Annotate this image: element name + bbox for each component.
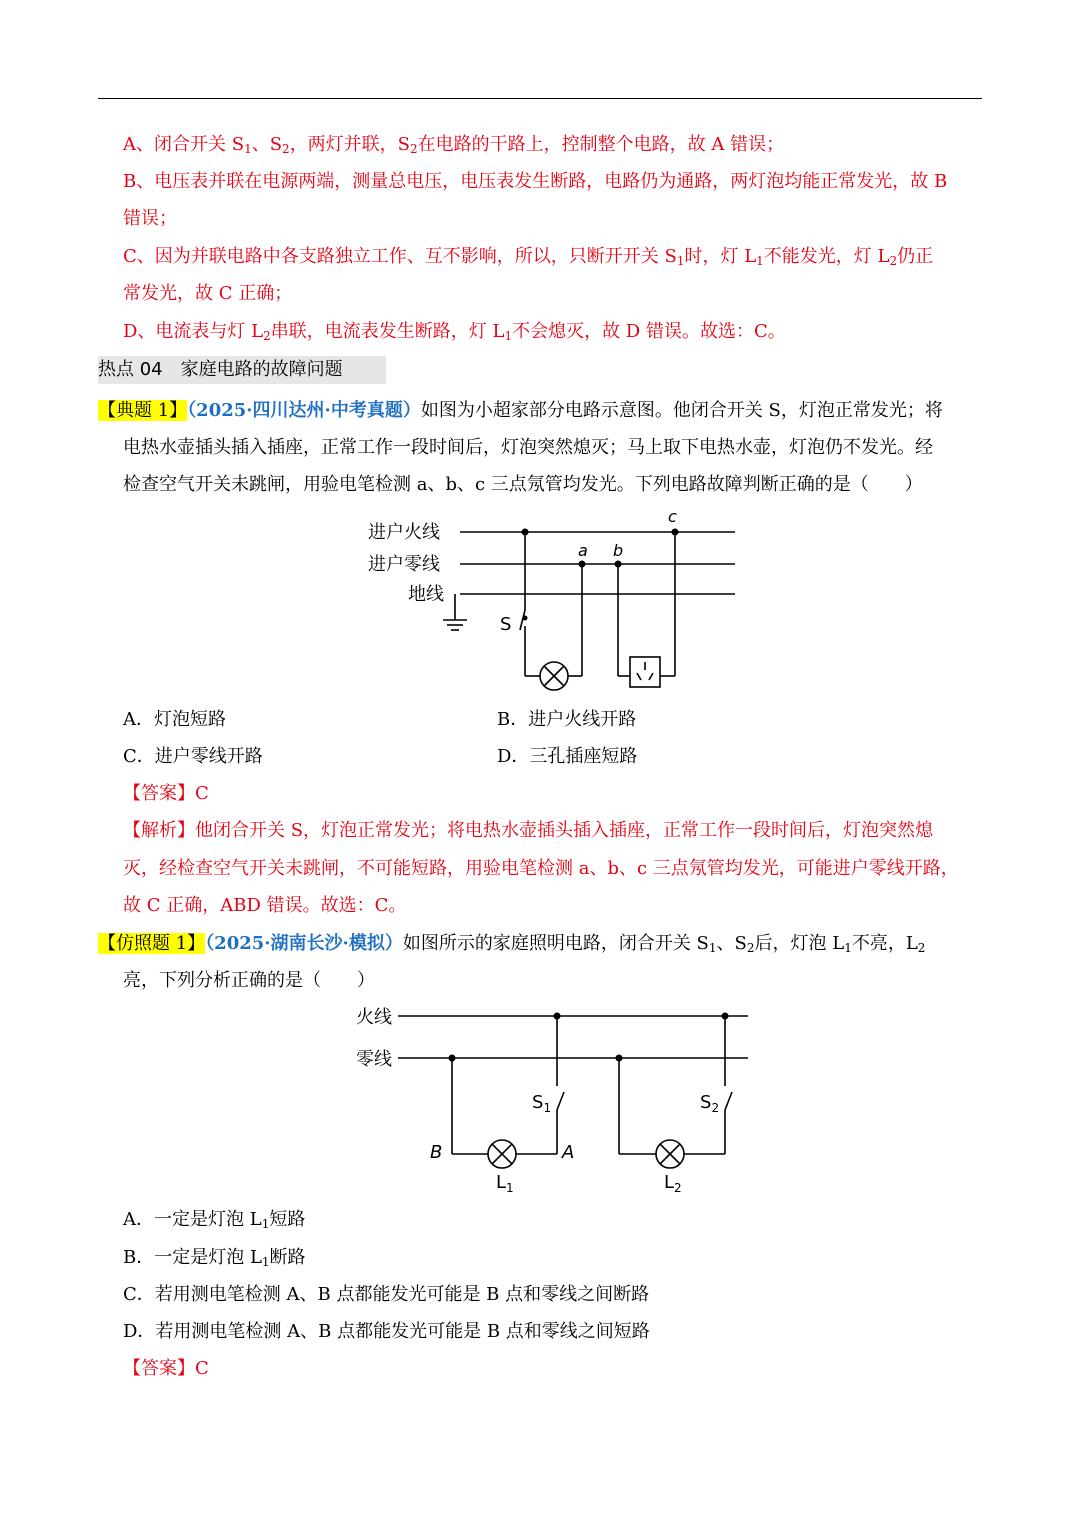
label-switch-s1: $S_1$ <box>532 1092 552 1115</box>
imitation1-source: （2025·湖南长沙·模拟） <box>205 933 403 954</box>
prev-analysis-d: D、电流表与灯 $L_2$串联，电流表发生断路，灯 $L_1$不会熄灭，故 D 错误。故选：C。 <box>123 321 786 343</box>
imitation1-stem: 【仿照题 1】（2025·湖南长沙·模拟）如图所示的家庭照明电路，闭合开关 $S_1$、$S_2$后，灯泡 $L_1$不亮，$L_2$ <box>98 933 926 955</box>
imitation1-answer: 【答案】C <box>123 1358 209 1379</box>
example1-analysis-3: 故 C 正确，ABD 错误。故选：C。 <box>123 895 407 916</box>
prev-analysis-c: C、因为并联电路中各支路独立工作、互不影响，所以，只断开开关 $S_1$时，灯 $L_1$不能发光，灯 $L_2$仍正 <box>123 246 934 268</box>
label-point-b: b <box>613 541 624 560</box>
imitation1-option-b: B．一定是灯泡 $L_1$断路 <box>123 1247 306 1269</box>
header-rule <box>98 98 982 99</box>
circuit-diagram-1 <box>360 508 740 700</box>
prev-analysis-b: B、电压表并联在电源两端，测量总电压，电压表发生断路，电路仍为通路，两灯泡均能正常发光，故 B <box>123 171 948 192</box>
imitation1-option-d: D．若用测电笔检测 A、B 点都能发光可能是 B 点和零线之间短路 <box>123 1321 650 1342</box>
label-point-a2: A <box>562 1142 575 1163</box>
label-live-wire: 进户火线 <box>368 522 440 543</box>
label-lamp-l2: $L_2$ <box>664 1172 682 1194</box>
imitation1-option-c: C．若用测电笔检测 A、B 点都能发光可能是 B 点和零线之间断路 <box>123 1284 650 1305</box>
example1-stem-3: 检查空气开关未跳闸，用验电笔检测 a、b、c 三点氖管均发光。下列电路故障判断正确的是（ ） <box>123 474 923 495</box>
label-neutral-wire-2: 零线 <box>356 1049 392 1070</box>
section-heading: 热点 04 家庭电路的故障问题 <box>98 356 386 384</box>
label-neutral-wire: 进户零线 <box>368 554 440 575</box>
example1-tag: 【典题 1】 <box>98 400 188 421</box>
example1-option-d: D．三孔插座短路 <box>497 746 638 767</box>
example1-stem-2: 电热水壶插头插入插座，正常工作一段时间后，灯泡突然熄灭；马上取下电热水壶，灯泡仍不发光。经 <box>123 437 933 458</box>
example1-analysis-2: 灭，经检查空气开关未跳闸，不可能短路，用验电笔检测 a、b、c 三点氖管均发光，可能进户零线开路， <box>123 858 959 879</box>
example1-stem: 【典题 1】（2025·四川达州·中考真题）如图为小超家部分电路示意图。他闭合开关 S，灯泡正常发光；将 <box>98 400 943 421</box>
label-switch-s: S <box>500 614 512 635</box>
imitation1-option-a: A．一定是灯泡 $L_1$短路 <box>123 1209 306 1231</box>
imitation1-tag: 【仿照题 1】 <box>98 933 206 954</box>
label-live-wire-2: 火线 <box>356 1007 392 1028</box>
example1-analysis: 【解析】他闭合开关 S，灯泡正常发光；将电热水壶插头插入插座，正常工作一段时间后，灯泡突然熄 <box>123 820 934 841</box>
prev-analysis-c-cont: 常发光，故 C 正确； <box>123 283 293 304</box>
label-point-c: c <box>668 508 677 526</box>
example1-answer: 【答案】C <box>123 783 209 804</box>
imitation1-stem-2: 亮，下列分析正确的是（ ） <box>123 970 375 991</box>
label-switch-s2: $S_2$ <box>700 1092 720 1115</box>
circuit-diagram-2 <box>352 998 752 1194</box>
example1-option-b: B．进户火线开路 <box>497 709 637 730</box>
label-lamp-l1: $L_1$ <box>496 1172 514 1194</box>
prev-analysis-b-cont: 错误； <box>123 208 177 229</box>
prev-analysis-a: A、闭合开关 $S_1$、$S_2$，两灯并联，$S_2$在电路的干路上，控制整个电路，故 A 错误； <box>123 134 785 156</box>
example1-option-a: A．灯泡短路 <box>123 709 226 730</box>
example1-option-c: C．进户零线开路 <box>123 746 263 767</box>
label-ground-wire: 地线 <box>408 584 444 605</box>
label-point-a: a <box>578 541 588 560</box>
example1-source: （2025·四川达州·中考真题） <box>187 400 421 421</box>
label-point-b2: B <box>430 1142 443 1163</box>
